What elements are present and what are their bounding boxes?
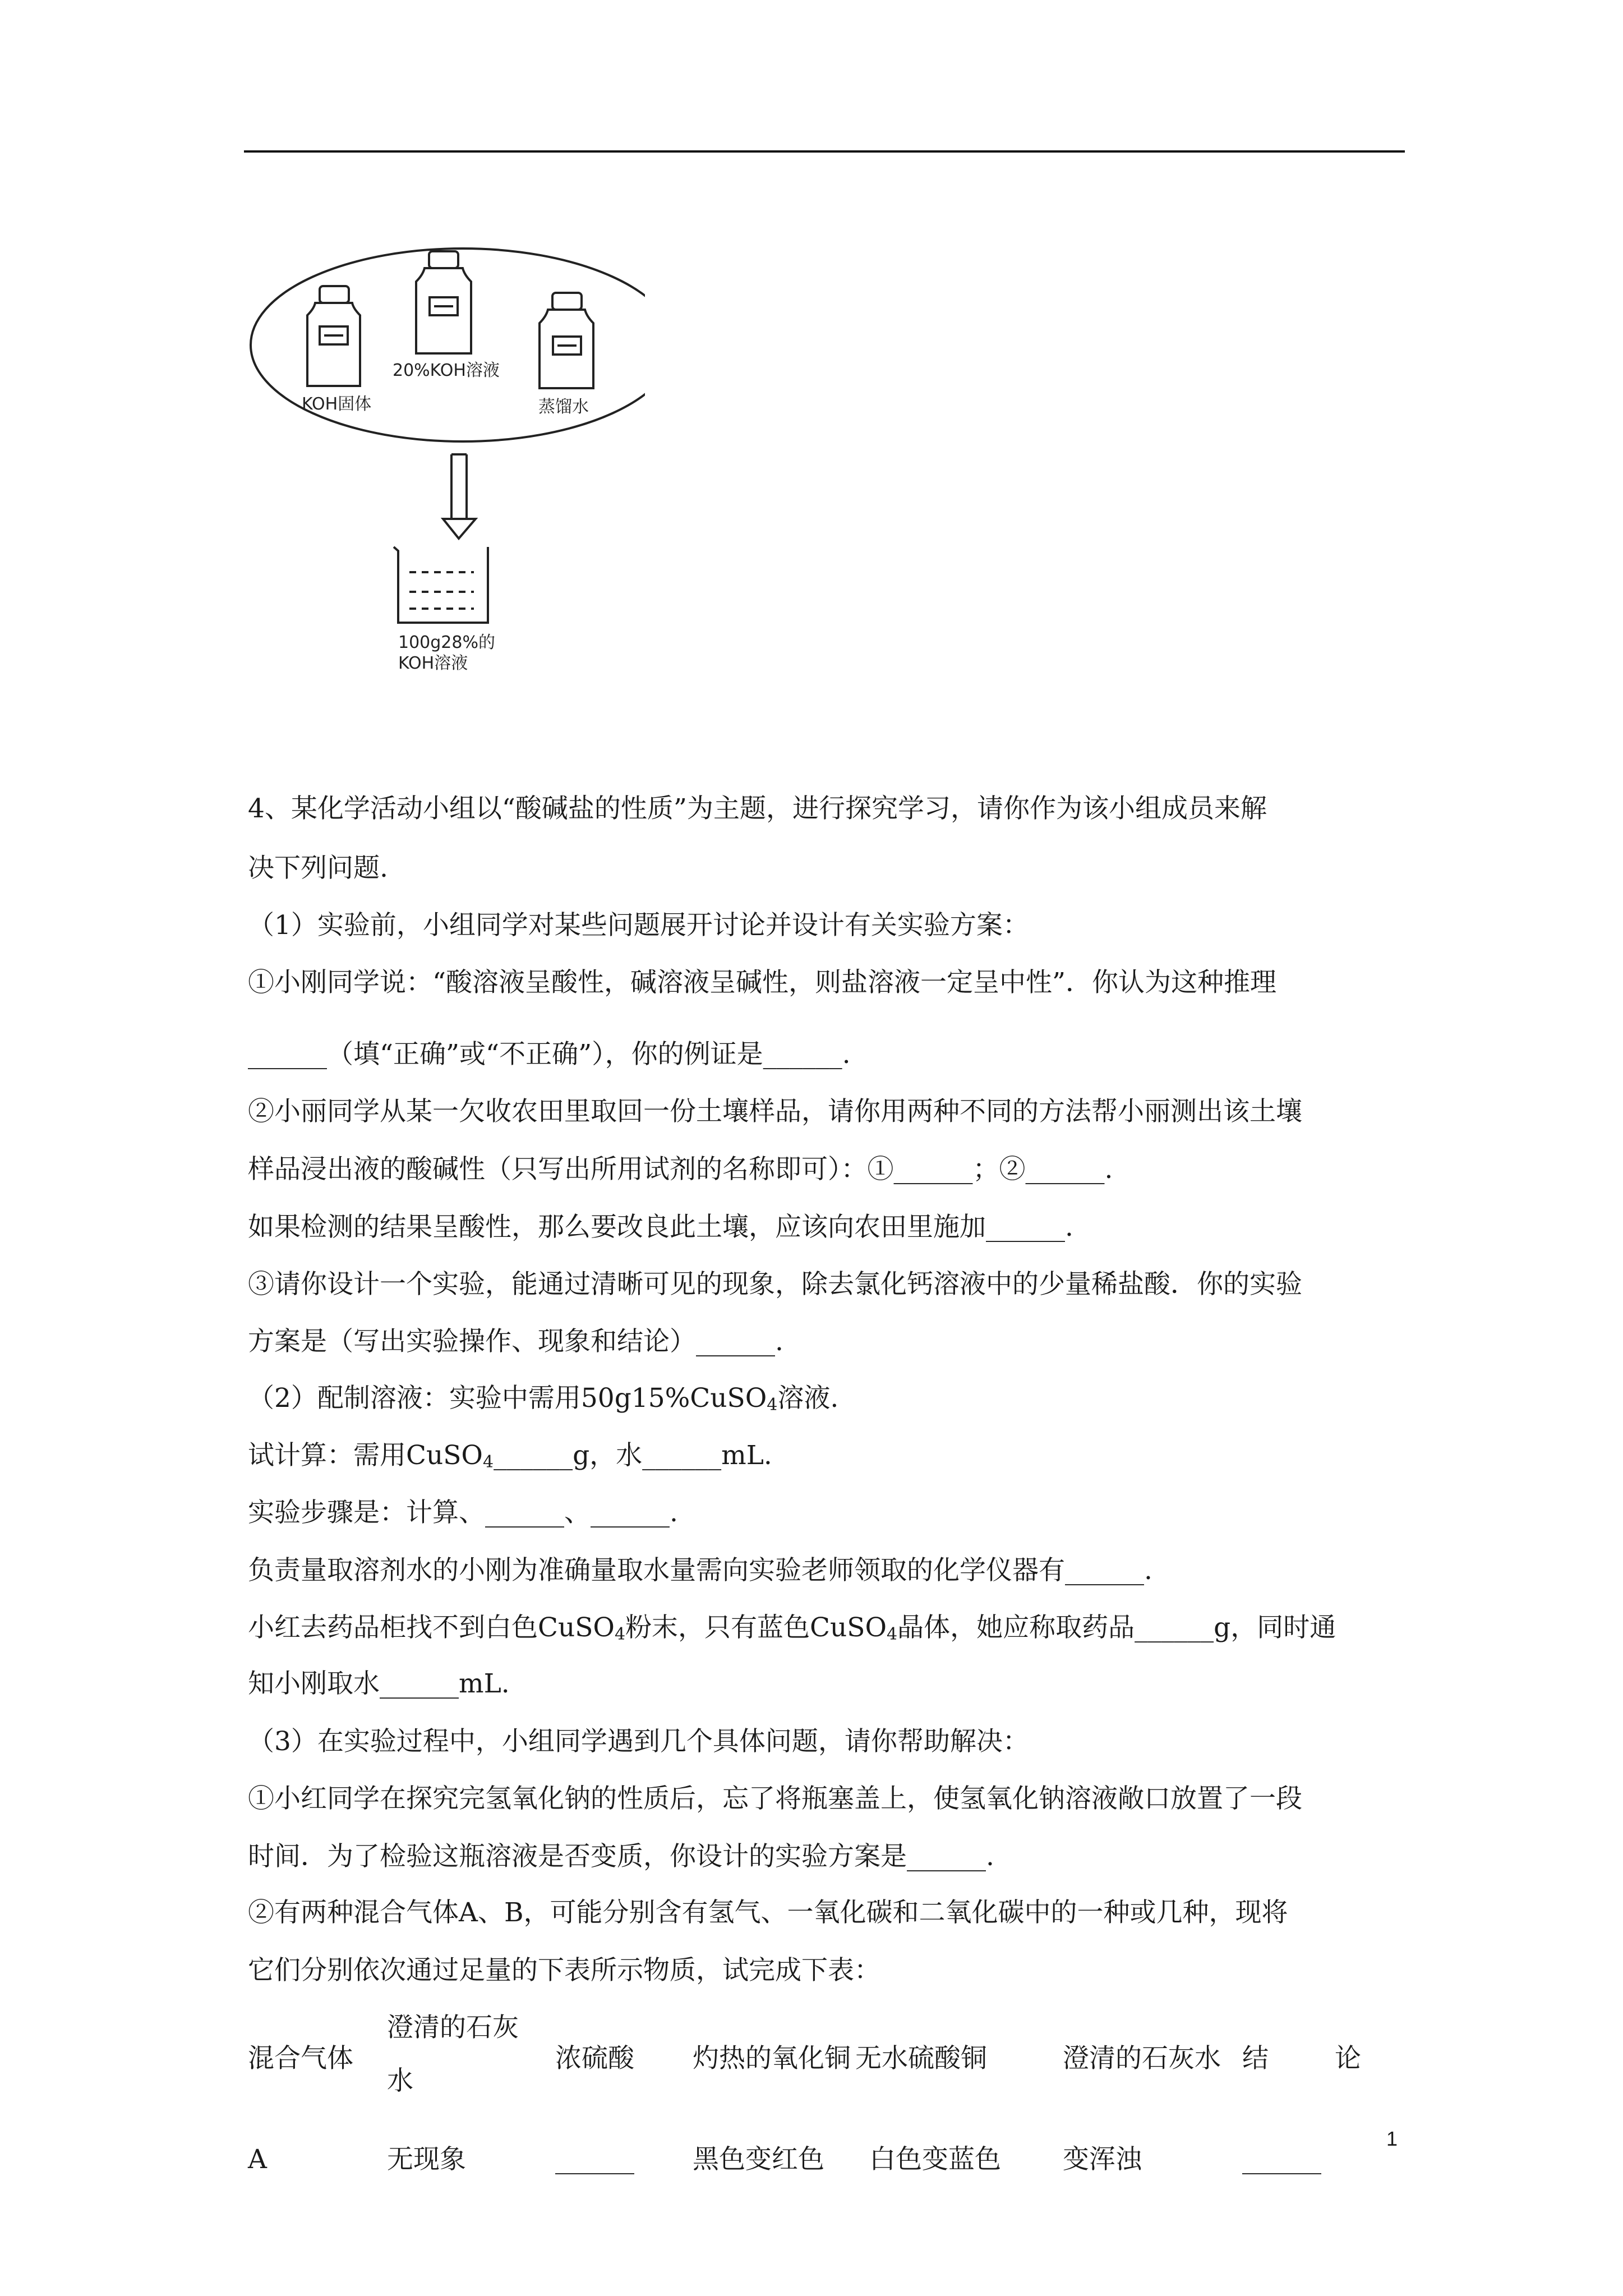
table-row-a-copper-oxide: 黑色变红色 bbox=[693, 2144, 824, 2175]
table-row-a-limewater-2nd: 变浑浊 bbox=[1063, 2144, 1142, 2175]
q4-line-03: （1）实验前，小组同学对某些问题展开讨论并设计有关实验方案： bbox=[248, 910, 1029, 941]
table-row-a-conclusion: ______ bbox=[1242, 2144, 1321, 2175]
q4-line-02: 决下列问题. bbox=[248, 853, 388, 884]
table-header-copper-sulfate: 无水硫酸铜 bbox=[855, 2043, 987, 2074]
q4-line-06: ②小丽同学从某一欠收农田里取回一份土壤样品，请你用两种不同的方法帮小丽测出该土壤 bbox=[248, 1096, 1302, 1127]
q4-line-08: 如果检测的结果呈酸性，那么要改良此土壤，应该向农田里施加______. bbox=[248, 1212, 1073, 1243]
q4-line-17: （3）在实验过程中，小组同学遇到几个具体问题，请你帮助解决： bbox=[248, 1726, 1029, 1757]
bottle1-label: KOH固体 bbox=[302, 394, 372, 414]
table-header-copper-oxide: 灼热的氧化铜 bbox=[693, 2043, 851, 2074]
beaker-label-line2: KOH溶液 bbox=[398, 654, 468, 673]
q4-line-05: ______（填“正确”或“不正确”），你的例证是______. bbox=[248, 1039, 851, 1070]
table-row-a-gas: A bbox=[248, 2144, 267, 2175]
table-header-conclusion-2: 论 bbox=[1335, 2043, 1361, 2074]
q4-line-09: ③请你设计一个实验，能通过清晰可见的现象，除去氯化钙溶液中的少量稀盐酸．你的实验 bbox=[248, 1269, 1302, 1300]
beaker-icon bbox=[394, 547, 488, 623]
down-arrow-icon bbox=[443, 454, 476, 539]
q4-line-20: ②有两种混合气体A、B，可能分别含有氢气、一氧化碳和二氧化碳中的一种或几种，现将 bbox=[248, 1897, 1288, 1928]
q4-line-16: 知小刚取水______mL. bbox=[248, 1668, 510, 1699]
table-header-limewater-1: 澄清的石灰 bbox=[387, 2012, 519, 2043]
q4-line-13: 实验步骤是：计算、______、______. bbox=[248, 1497, 678, 1528]
table-row-a-copper-sulfate: 白色变蓝色 bbox=[869, 2144, 1001, 2175]
q4-line-18: ①小红同学在探究完氢氧化钠的性质后，忘了将瓶塞盖上，使氢氧化钠溶液敞口放置了一段 bbox=[248, 1783, 1302, 1814]
q4-line-14: 负责量取溶剂水的小刚为准确量取水量需向实验老师领取的化学仪器有______. bbox=[248, 1555, 1152, 1586]
table-header-conclusion-1: 结 bbox=[1242, 2043, 1269, 2074]
q4-line-21: 它们分别依次通过足量的下表所示物质，试完成下表： bbox=[248, 1955, 880, 1986]
solution-prep-diagram bbox=[241, 241, 645, 701]
q4-line-04: ①小刚同学说：“酸溶液呈酸性，碱溶液呈碱性，则盐溶液一定呈中性”．你认为这种推理 bbox=[248, 967, 1277, 998]
table-row-a-sulfuric-acid: ______ bbox=[555, 2144, 634, 2175]
q4-line-01: 4、某化学活动小组以“酸碱盐的性质”为主题，进行探究学习，请你作为该小组成员来解 bbox=[248, 793, 1267, 824]
q4-line-19: 时间．为了检验这瓶溶液是否变质，你设计的实验方案是______. bbox=[248, 1841, 994, 1872]
distilled-water-bottle-icon bbox=[540, 293, 593, 388]
table-header-gas: 混合气体 bbox=[248, 2043, 353, 2074]
bottle3-label: 蒸馏水 bbox=[538, 397, 589, 417]
table-header-limewater-2nd: 澄清的石灰水 bbox=[1063, 2043, 1221, 2074]
beaker-label-line1: 100g28%的 bbox=[398, 633, 495, 652]
q4-line-07: 样品浸出液的酸碱性（只写出所用试剂的名称即可）：①______；②______. bbox=[248, 1154, 1113, 1185]
bottle2-label: 20%KOH溶液 bbox=[393, 361, 500, 380]
header-rule bbox=[244, 150, 1405, 153]
koh-solid-bottle-icon bbox=[307, 286, 360, 386]
q4-line-12: 试计算：需用CuSO$_4$______g，水______mL. bbox=[248, 1440, 772, 1472]
q4-line-11: （2）配制溶液：实验中需用50g15%CuSO$_4$溶液. bbox=[248, 1383, 839, 1415]
q4-line-15: 小红去药品柜找不到白色CuSO$_4$粉末，只有蓝色CuSO$_4$晶体，她应称取药品______g，同时通 bbox=[248, 1612, 1336, 1644]
table-header-sulfuric-acid: 浓硫酸 bbox=[555, 2043, 634, 2074]
koh-solution-bottle-icon bbox=[416, 251, 471, 353]
table-header-limewater-2: 水 bbox=[387, 2065, 413, 2096]
q4-line-10: 方案是（写出实验操作、现象和结论）______. bbox=[248, 1326, 783, 1357]
table-row-a-limewater: 无现象 bbox=[387, 2144, 466, 2175]
page-number: 1 bbox=[1386, 2127, 1398, 2150]
